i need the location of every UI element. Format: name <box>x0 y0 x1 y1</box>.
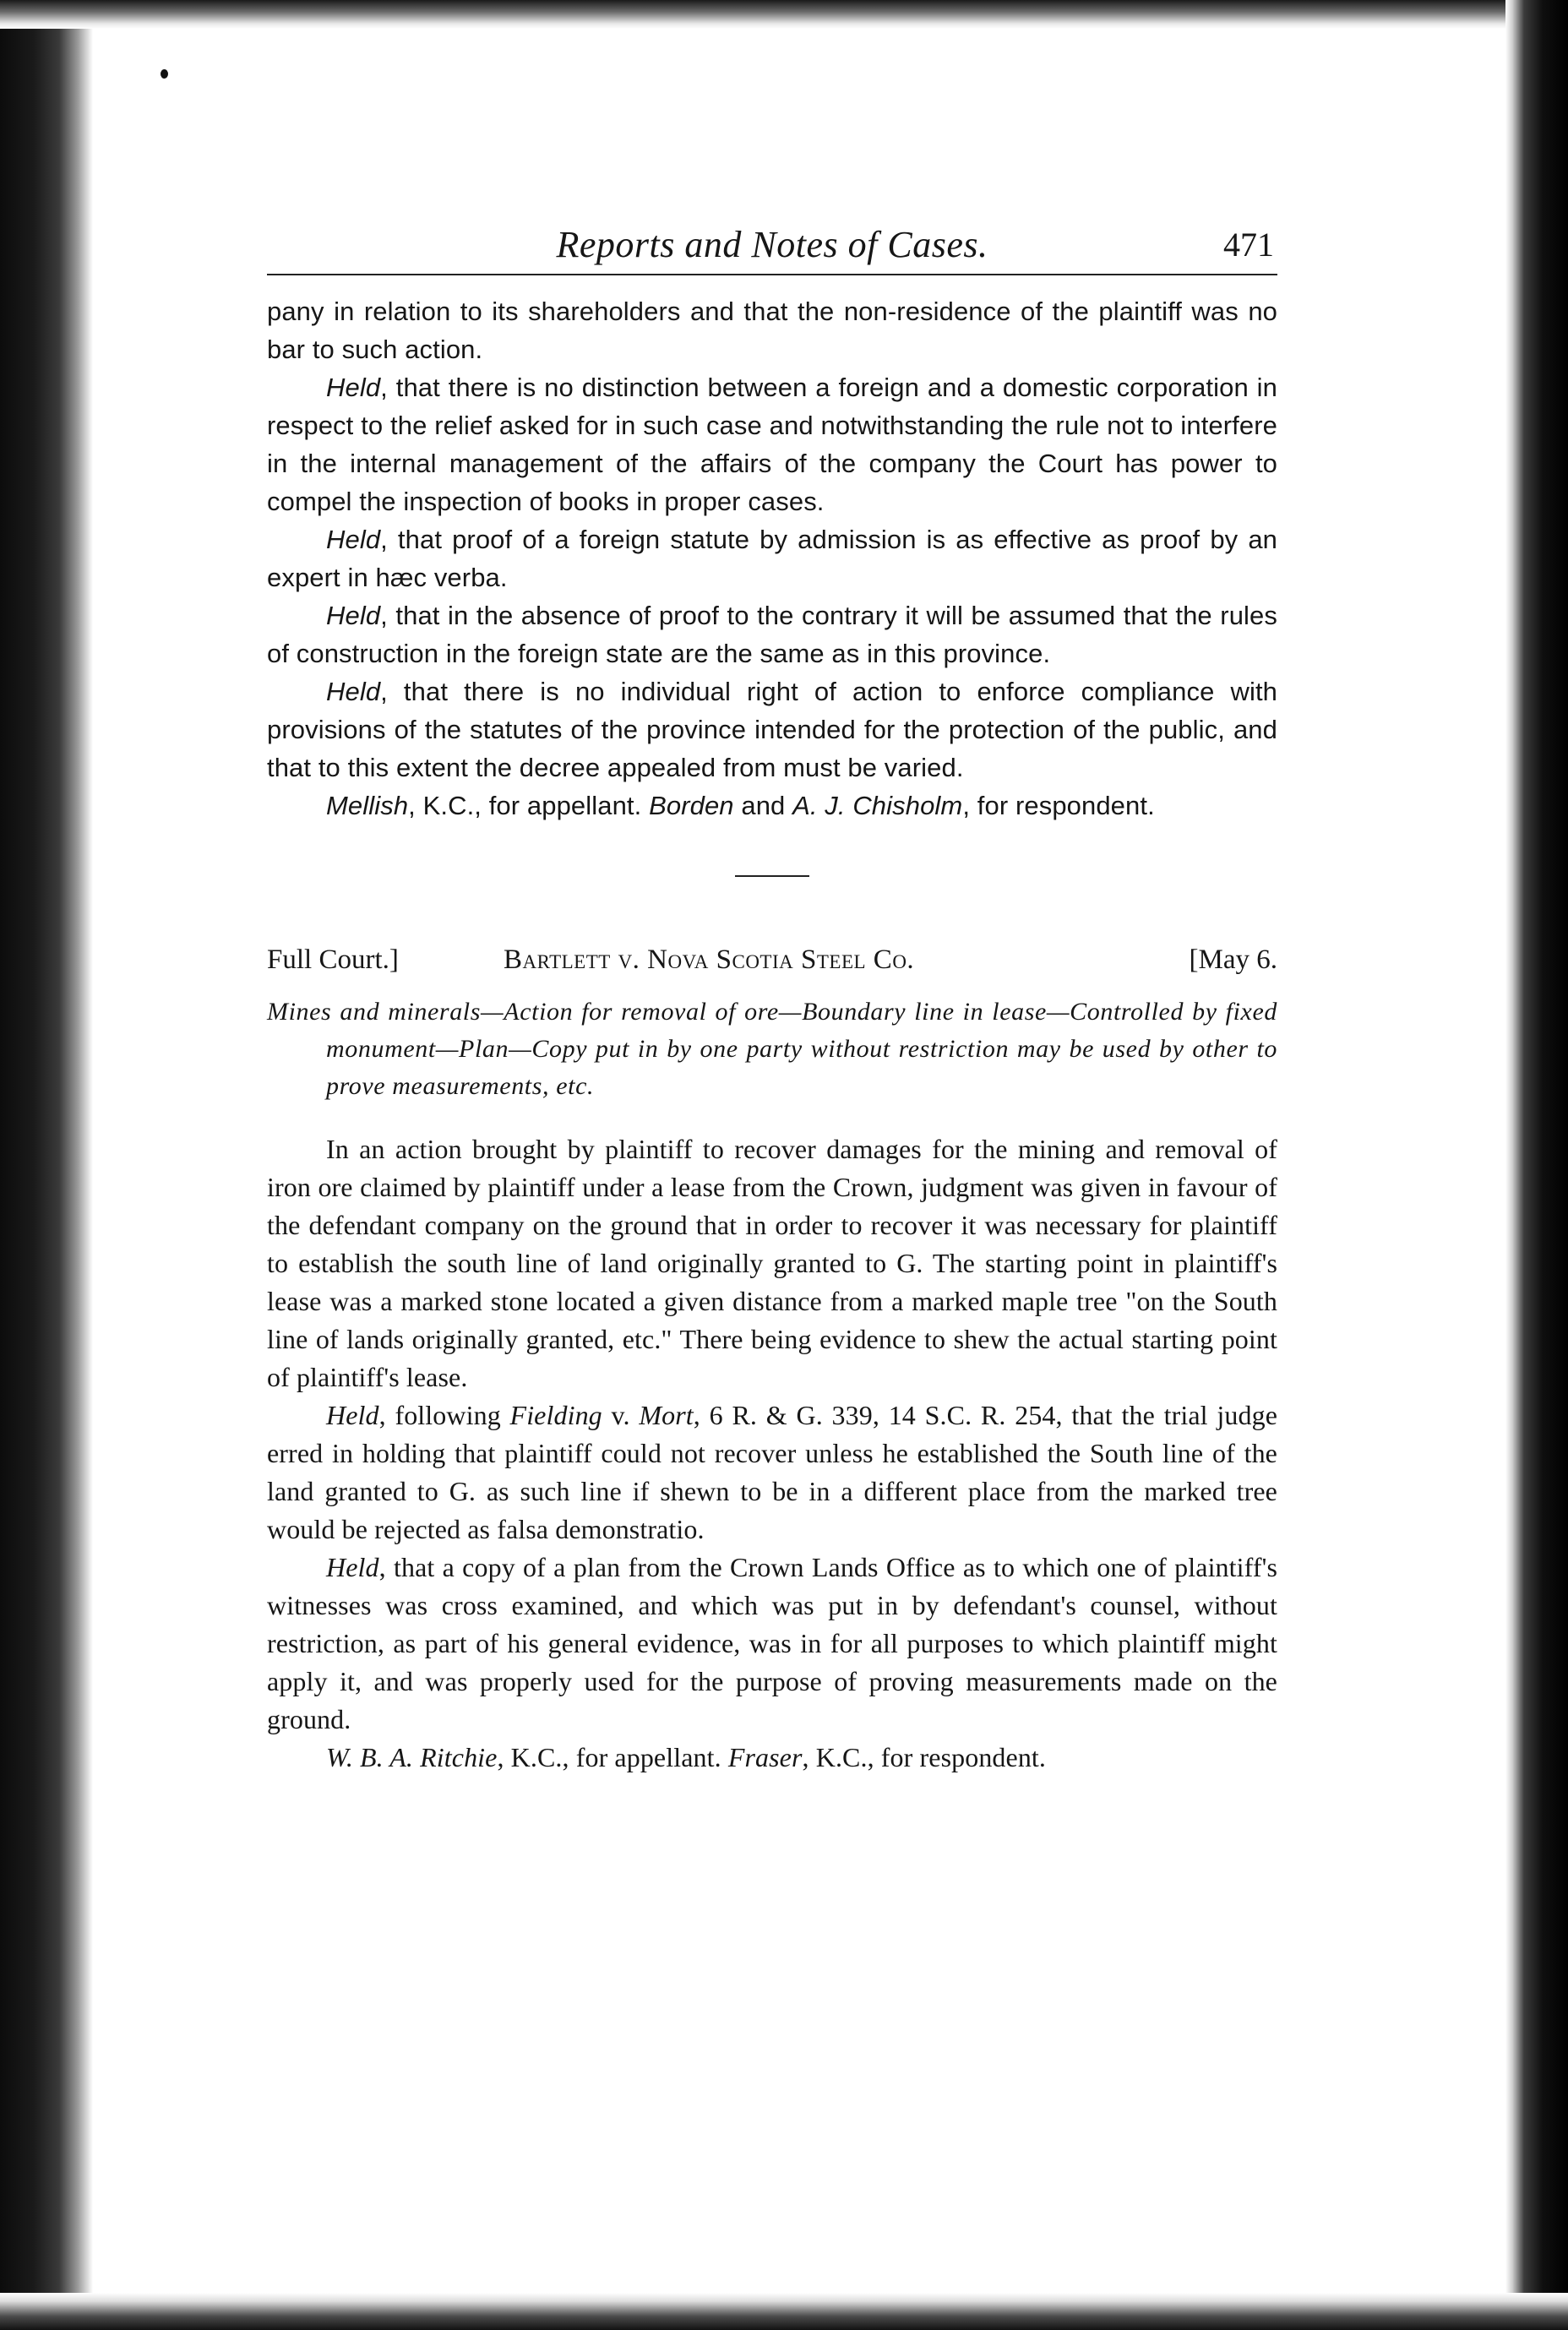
section-divider <box>735 875 809 877</box>
case-1-paragraph <box>267 368 1277 520</box>
text-run: , that proof of a foreign statute by admission is as effective as proof by an expert in hæc verba. <box>267 525 1277 592</box>
scan-right-margin <box>1505 0 1568 2330</box>
case-1-paragraph <box>267 672 1277 787</box>
case-2-paragraph <box>267 1396 1277 1549</box>
text-run: , K.C., for respondent. <box>802 1742 1047 1772</box>
running-title: Reports and Notes of Cases. <box>556 224 988 265</box>
counsel-line <box>267 1739 1277 1777</box>
case-heading <box>267 945 1277 985</box>
book-page <box>267 221 1277 1777</box>
case-2-paragraph <box>267 1130 1277 1396</box>
case-1-body <box>267 292 1277 825</box>
text-run: , that a copy of a plan from the Crown Lands Office as to which one of plaintiff's witnesses was cross examined, and which was put in by defendant's counsel, without restriction, as part of his general evidence, was in for all purposes to which plaintiff might apply it, and was properly used for the purpose of proving measurements made on the ground. <box>267 1552 1277 1734</box>
text-run: , that there is no individual right of action to enforce compliance with provisions of the statutes of the province intended for the protection of the public, and that to this extent the decree appealed from must be varied. <box>267 677 1277 782</box>
counsel-line <box>267 787 1277 825</box>
scan-bottom-margin <box>0 2293 1568 2330</box>
case-citation-name: Fielding <box>509 1400 602 1430</box>
text-run: In an action brought by plaintiff to recover damages for the mining and removal of iron ore claimed by plaintiff under a lease from the Crown, judgment was given in favour of the defendant company on the ground that in order to recover it was necessary for plaintiff to establish the south line of land originally granted to G. The starting point in plaintiff's lease was a marked stone located a given distance from a marked maple tree "on the South line of lands originally granted, etc." There being evidence to shew the actual starting point of plaintiff's lease. <box>267 1134 1277 1392</box>
text-run: , following <box>378 1400 510 1430</box>
case-1-paragraph <box>267 520 1277 596</box>
text-run: and <box>733 791 793 820</box>
text-run: , K.C., for appellant. <box>408 791 650 820</box>
case-title: Bartlett v. Nova Scotia Steel Co. <box>504 945 915 975</box>
case-2-paragraph <box>267 1549 1277 1739</box>
court-label: Full Court.] <box>267 945 399 975</box>
text-run: , that in the absence of proof to the contrary it will be assumed that the rules of construction in the foreign state are the same as in this province. <box>267 601 1277 668</box>
case-date: [May 6. <box>1189 945 1277 975</box>
counsel-name: Fraser <box>727 1742 803 1772</box>
ink-speck <box>161 69 168 79</box>
counsel-name: Mellish <box>326 791 409 820</box>
text-run: , for respondent. <box>962 791 1155 820</box>
headnote: Mines and minerals—Action for removal of ore—Boundary line in lease—Controlled by fixed monument—Plan—Copy put in by one party without restriction may be used by other to prove measurements, etc. <box>267 998 1277 1100</box>
held-label: Held <box>326 677 381 706</box>
scan-top-margin <box>0 0 1568 29</box>
case-1-paragraph <box>267 292 1277 368</box>
held-label: Held <box>326 373 381 402</box>
counsel-name: Borden <box>649 791 734 820</box>
text-run: pany in relation to its shareholders and that the non-residence of the plaintiff was no bar to such action. <box>267 297 1277 364</box>
text-run: , 6 R. & G. 339, 14 S.C. R. 254, that the trial judge erred in holding that plaintiff could not recover unless he established the South line of the land granted to G. as such line if shewn to be in a different place from the marked tree would be rejected as falsa demonstratio. <box>267 1400 1277 1544</box>
text-run: , that there is no distinction between a foreign and a domestic corporation in respect to the relief asked for in such case and notwithstanding the rule not to interfere in the internal management of the affairs of the company the Court has power to compel the inspection of books in proper cases. <box>267 373 1277 516</box>
counsel-name: A. J. Chisholm <box>792 791 963 820</box>
scan-left-margin <box>0 0 93 2330</box>
text-run: v. <box>602 1400 640 1430</box>
page-number: 471 <box>1223 226 1274 264</box>
case-1-paragraph <box>267 596 1277 672</box>
case-2-body <box>267 1130 1277 1777</box>
held-label: Held <box>326 601 381 630</box>
held-label: Held <box>326 1400 379 1430</box>
held-label: Held <box>326 525 381 554</box>
text-run: , K.C., for appellant. <box>497 1742 728 1772</box>
running-head <box>267 221 1277 275</box>
counsel-name: W. B. A. Ritchie <box>326 1742 498 1772</box>
held-label: Held <box>326 1552 379 1582</box>
case-citation-name: Mort <box>639 1400 694 1430</box>
